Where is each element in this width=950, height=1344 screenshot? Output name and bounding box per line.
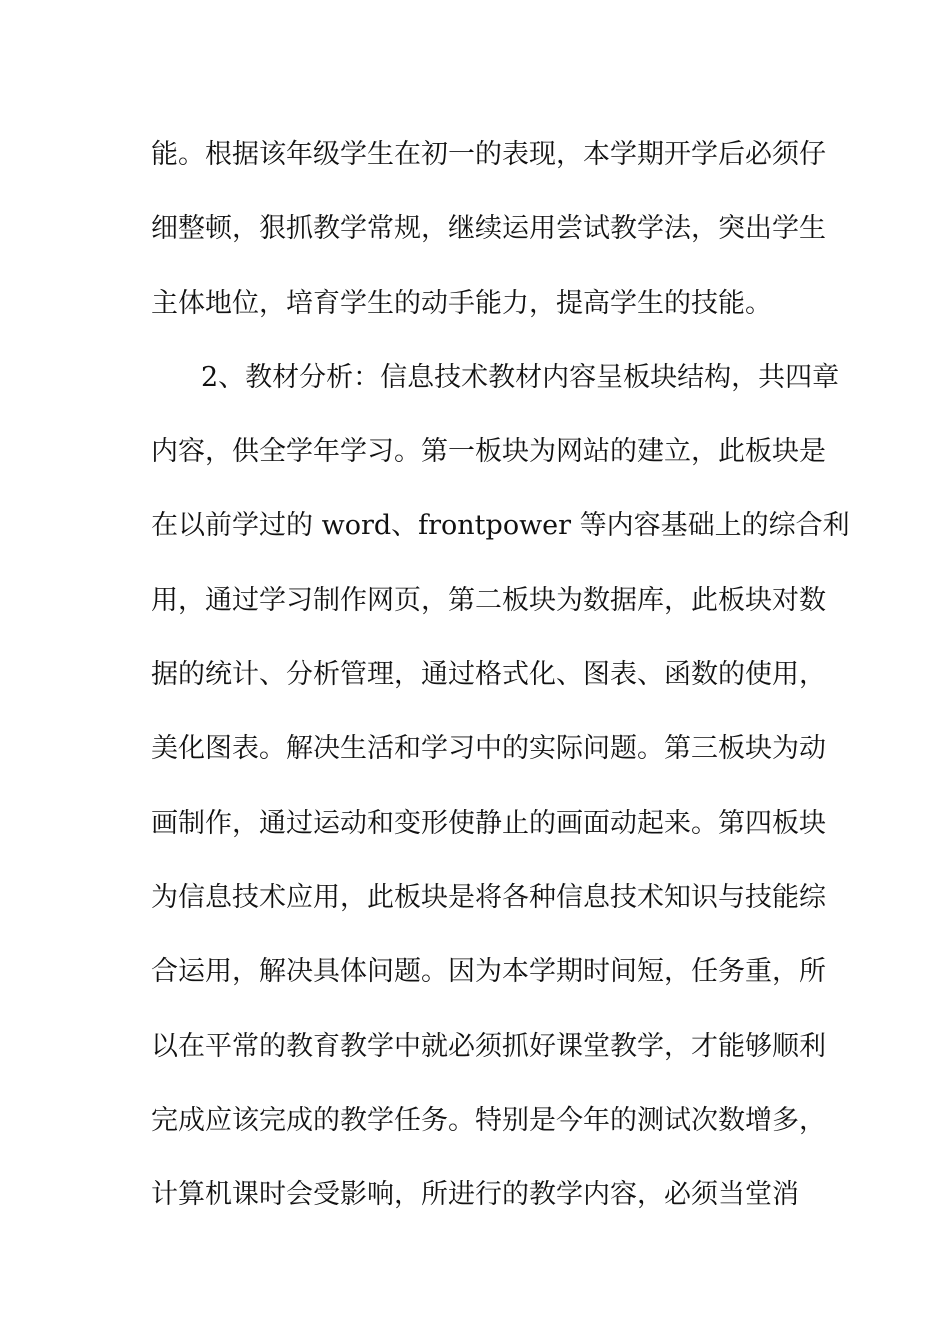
text-line: 完成应该完成的教学任务。特别是今年的测试次数增多， — [151, 1104, 826, 1136]
text-line: 能。根据该年级学生在初一的表现，本学期开学后必须仔 — [151, 139, 826, 170]
body-text — [151, 128, 850, 1242]
paragraph-start-line: 2、教材分析：信息技术教材内容呈板块结构，共四章 — [201, 361, 840, 393]
text-line: 以在平常的教育教学中就必须抓好课堂教学，才能够顺利 — [151, 1030, 826, 1062]
text-line: 细整顿，狠抓教学常规，继续运用尝试教学法，突出学生 — [151, 213, 826, 245]
text-line: 据的统计、分析管理，通过格式化、图表、函数的使用， — [151, 659, 826, 691]
text-line: 计算机课时会受影响，所进行的教学内容，必须当堂消 — [151, 1179, 799, 1211]
text-line: 合运用，解决具体问题。因为本学期时间短，任务重，所 — [151, 956, 826, 988]
text-line: 为信息技术应用，此板块是将各种信息技术知识与技能综 — [151, 881, 826, 913]
text-line: 内容，供全学年学习。第一板块为网站的建立，此板块是 — [151, 436, 826, 468]
text-line: 美化图表。解决生活和学习中的实际问题。第三板块为动 — [151, 733, 826, 765]
text-line: 在以前学过的 word、frontpower 等内容基础上的综合利 — [151, 510, 850, 542]
text-line: 用，通过学习制作网页，第二板块为数据库，此板块对数 — [151, 584, 826, 616]
text-line: 画制作，通过运动和变形使静止的画面动起来。第四板块 — [151, 807, 826, 839]
text-line: 主体地位，培育学生的动手能力，提高学生的技能。 — [151, 287, 772, 319]
